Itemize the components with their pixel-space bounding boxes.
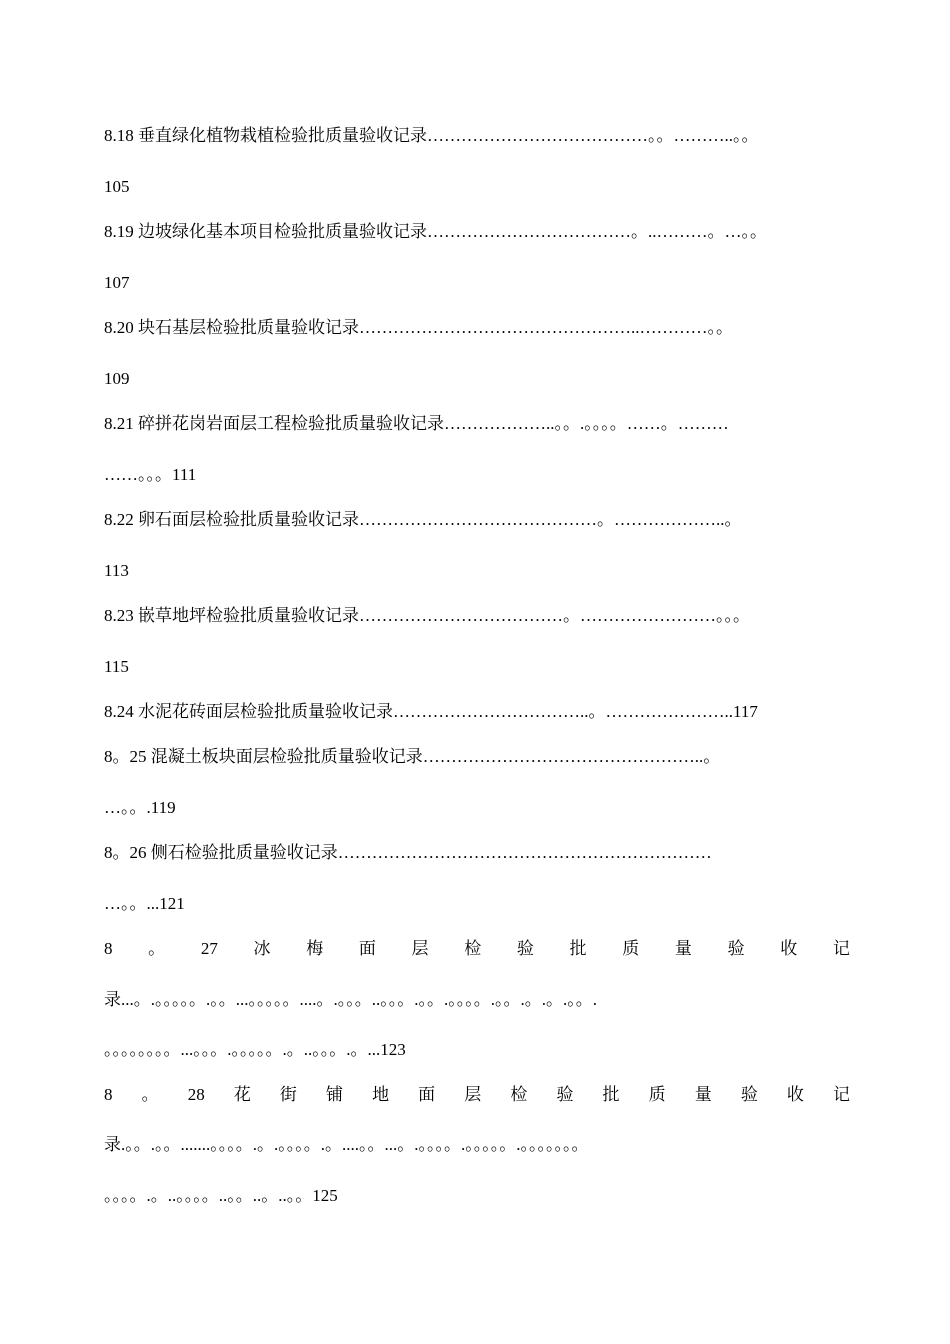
toc-char: 花 [233,1085,251,1104]
toc-char: 冰 [253,939,271,958]
toc-char: 面 [418,1085,436,1104]
toc-entry-8-18-page: 105 [104,177,130,196]
toc-entry-8-21-cont: ……。。。111 [104,465,197,484]
toc-char: 验 [740,1085,758,1104]
toc-entry-8-18: 8.18 垂直绿化植物栽植检验批质量验收记录…………………………………。。………..。。 [104,126,759,145]
toc-char: 梅 [306,939,324,958]
toc-char: 收 [786,1085,804,1104]
toc-entry-8-20: 8.20 块石基层检验批质量验收记录…………………………………………..…………。。 [104,318,733,337]
toc-char: 检 [510,1085,528,1104]
toc-char: 记 [833,1085,850,1104]
toc-char: 检 [464,939,482,958]
toc-char: 批 [569,939,587,958]
toc-char: 地 [372,1085,390,1104]
toc-char: 记 [832,939,850,958]
toc-char: 量 [694,1085,712,1104]
toc-char: 量 [674,939,692,958]
toc-char: 层 [411,939,429,958]
toc-char: 铺 [325,1085,343,1104]
toc-entry-8-20-page: 109 [104,369,130,388]
toc-char: 层 [464,1085,482,1104]
toc-entry-8-28-cont: 录.。。.。。.......。。。。.。.。。。。.。....。。...。.。。。。.。。。。。.。。。。。。。 [104,1135,589,1154]
toc-entry-8-26-cont: …。。...121 [104,894,185,913]
toc-entry-8-23: 8.23 嵌草地坪检验批质量验收记录………………………………。……………………。。。 [104,606,750,625]
toc-entry-8-24: 8.24 水泥花砖面层检验批质量验收记录……………………………..。…………………..117 [104,702,758,721]
toc-char: 。 [141,1085,159,1104]
toc-entry-8-25-cont: …。。.119 [104,798,176,817]
toc-char: 。 [148,939,166,958]
toc-entry-8-26: 8。26 侧石检验批质量验收记录………………………………………………………… [104,843,712,862]
toc-entry-8-27-cont: 录...。.。。。。。.。。...。。。。。....。.。。。..。。。.。。.。。。。.。。.。.。.。。. [104,990,597,1009]
toc-char: 收 [780,939,798,958]
toc-char: 27 [200,939,218,958]
toc-char: 批 [602,1085,620,1104]
toc-entry-8-23-page: 115 [104,657,129,676]
toc-char: 验 [727,939,745,958]
toc-entry-8-19: 8.19 边坡绿化基本项目检验批质量验收记录………………………………。..………。…。。 [104,222,767,241]
toc-char: 街 [279,1085,297,1104]
toc-char: 质 [648,1085,666,1104]
toc-entry-8-22: 8.22 卵石面层检验批质量验收记录……………………………………。………………..。 [104,510,742,529]
toc-char: 8 [104,1085,113,1104]
toc-entry-8-22-page: 113 [104,561,129,580]
toc-entry-8-27-heading [104,938,850,960]
toc-entry-8-19-page: 107 [104,273,130,292]
toc-char: 面 [358,939,376,958]
toc-entry-8-25: 8。25 混凝土板块面层检验批质量验收记录…………………………………………..。 [104,747,721,766]
toc-page [104,0,850,1344]
toc-entry-8-21: 8.21 碎拼花岗岩面层工程检验批质量验收记录………………..。。.。。。。……。……… [104,414,729,433]
toc-char: 验 [556,1085,574,1104]
toc-entry-8-28-page: 。。。。.。..。。。。..。。..。..。。125 [104,1186,338,1205]
toc-entry-8-28-heading [104,1084,850,1106]
toc-entry-8-27-page: 。。。。。。。。...。。。.。。。。。.。..。。。.。...123 [104,1040,406,1059]
toc-char: 28 [187,1085,205,1104]
toc-char: 验 [516,939,534,958]
toc-char: 质 [622,939,640,958]
toc-char: 8 [104,939,113,958]
